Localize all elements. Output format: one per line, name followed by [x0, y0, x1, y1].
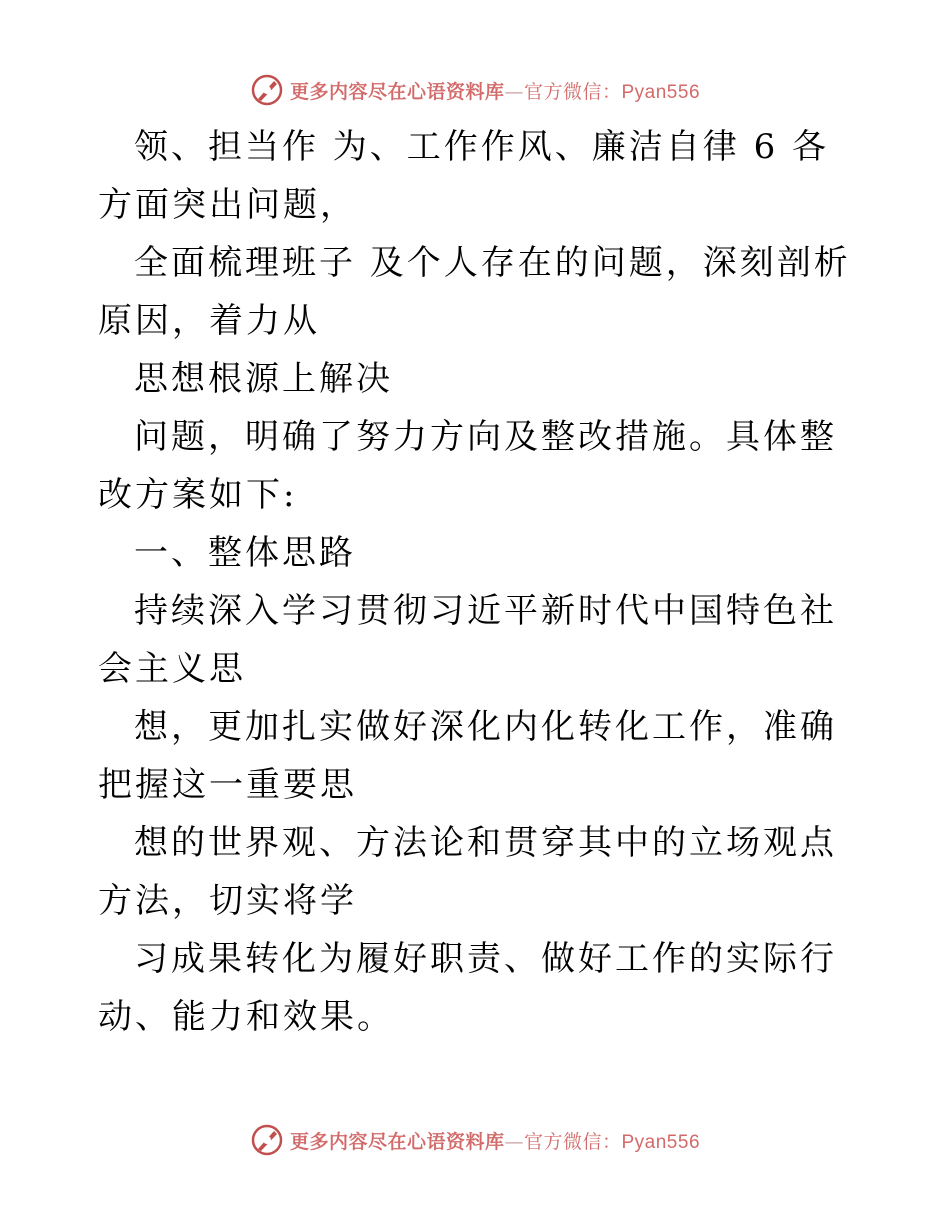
banner-site: 更多内容尽在心语资料库: [289, 80, 505, 103]
quill-circle-icon: [250, 73, 284, 107]
paragraph: 想，更加扎实做好深化内化转化工作，准确把握这一重要思: [98, 707, 837, 805]
section-heading: 一、整体思路: [134, 533, 356, 573]
banner-account: Pyan556: [621, 81, 701, 103]
banner-account: Pyan556: [621, 1131, 701, 1153]
banner-label: 官方微信：: [523, 1130, 622, 1153]
footer-watermark-banner: [0, 1120, 950, 1160]
paragraph: 问题，明确了努力方向及整改措施。具体整改方案如下:: [98, 417, 837, 515]
banner-text: [290, 1127, 700, 1154]
paragraph: 持续深入学习贯彻习近平新时代中国特色社会主义思: [98, 591, 837, 689]
header-watermark-banner: [0, 70, 950, 110]
banner-label: 官方微信：: [523, 80, 622, 103]
banner-text: [290, 77, 700, 104]
paragraph: 领、担当作 为、工作作风、廉洁自律 6 各方面突出问题，: [98, 127, 830, 225]
document-body: [98, 118, 858, 1046]
paragraph: 想的世界观、方法论和贯穿其中的立场观点方法，切实将学: [98, 823, 837, 921]
banner-separator: —: [504, 80, 524, 103]
paragraph: 习成果转化为履好职责、做好工作的实际行动、能力和效果。: [98, 939, 837, 1037]
paragraph: 全面梳理班子 及个人存在的问题，深刻剖析原因，着力从: [98, 243, 851, 341]
quill-circle-icon: [250, 1123, 284, 1157]
banner-site: 更多内容尽在心语资料库: [289, 1130, 505, 1153]
banner-separator: —: [504, 1130, 524, 1153]
paragraph: 思想根源上解决: [134, 359, 393, 399]
